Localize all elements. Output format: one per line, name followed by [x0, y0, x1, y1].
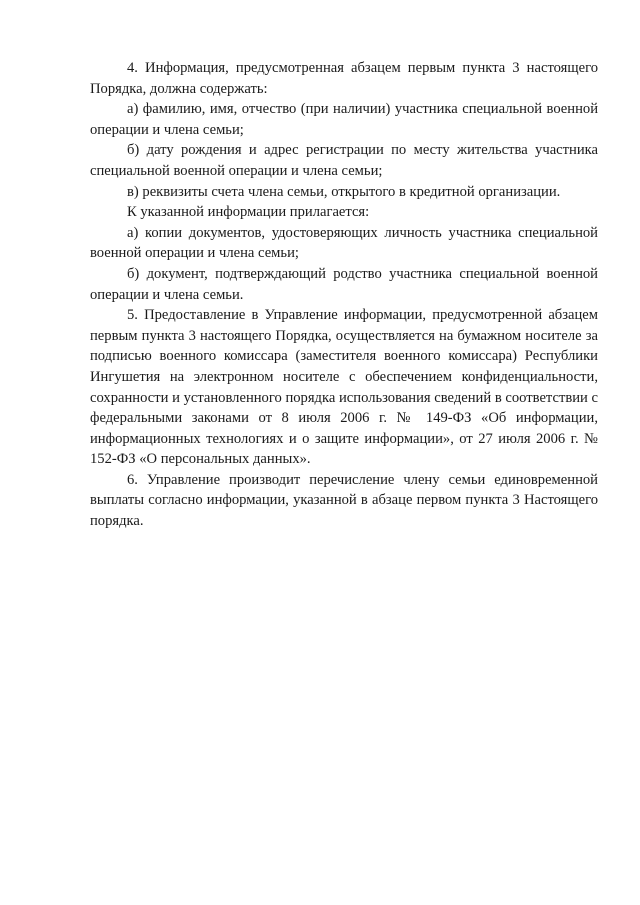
paragraph-attachment-a-id-copies: а) копии документов, удостоверяющих личность участника специальной военной операции и члена семьи; [90, 224, 598, 262]
paragraph-subitem-a-name: а) фамилию, имя, отчество (при наличии) участника специальной военной операции и члена семьи; [90, 101, 598, 138]
paragraph-subitem-v-bank-details: в) реквизиты счета члена семьи, открытого в кредитной организации. [127, 183, 561, 200]
document-page [90, 58, 598, 532]
paragraph-subitem-b-birth-address: б) дату рождения и адрес регистрации по месту жительства участника специальной военной операции и члена семьи; [90, 142, 598, 179]
paragraph-item-6: 6. Управление производит перечисление члену семьи единовременной выплаты согласно информации, указанной в абзаце первом пункта 3 Настоящего порядка. [90, 471, 598, 530]
paragraph-attachments-intro: К указанной информации прилагается: [127, 204, 370, 221]
paragraph-item-5: 5. Предоставление в Управление информации, предусмотренной абзацем первым пункта 3 настоящего Порядка, осуществляется на бумажном носителе за подписью военного комиссара (заместителя военного комиссара) Республики Ингушетия на электронном носителе с обеспечением конфиденциальности, сохранности и установленного порядка использования сведений в соответствии с федеральными законами от 8 июля 2006 г. № 149-ФЗ «Об информации, информационных технологиях и о защите информации», от 27 июля 2006 г. № 152-ФЗ «О персональных данных». [90, 307, 598, 468]
paragraph-item-4: 4. Информация, предусмотренная абзацем первым пункта 3 настоящего Порядка, должна содержать: [90, 60, 598, 97]
paragraph-attachment-b-kinship: б) документ, подтверждающий родство участника специальной военной операции и члена семьи. [90, 265, 598, 303]
